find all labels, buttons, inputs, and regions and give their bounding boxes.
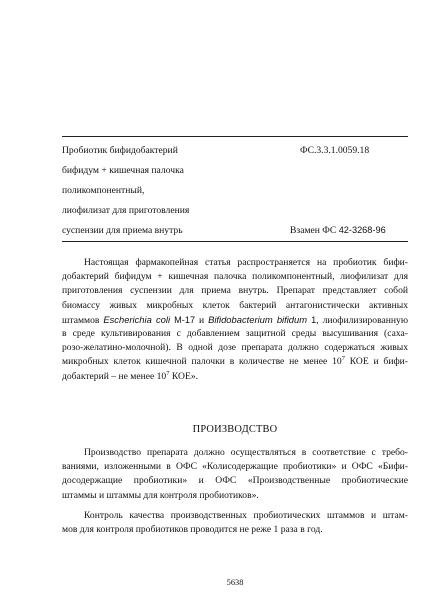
production-paragraph-2 (62, 509, 408, 537)
intro-line-4: биомассу живых микробных клеток бактерий антагонистически активных (62, 299, 408, 311)
replaces-number: 42-3268-96 (338, 225, 386, 235)
intro-line-8-b: КОЕ и бифи- (344, 356, 408, 368)
production-p1-line-2: ваниями, изложенными в ОФС «Колисодержащие пробиотики» и ОФС «Бифи- (62, 461, 408, 473)
title-line-1: Пробиотик бифидобактерий (62, 145, 178, 156)
strain-m17: M-17 (170, 314, 196, 325)
intro-paragraph (62, 256, 408, 384)
production-p1-line-3: досодержащие пробиотики» и ОФС «Производственные пробиотические (62, 475, 408, 487)
production-p2-line-2: мов для контроля пробиотиков проводится не реже 1 раза в год. (62, 524, 323, 536)
replaces-prefix: Взамен ФС (290, 225, 339, 236)
intro-line-9 (62, 370, 408, 384)
production-p2-line-1: Контроль качества производственных пробиотических штаммов и штам- (84, 510, 408, 521)
intro-line-5-b: и (195, 314, 209, 326)
intro-line-5 (62, 313, 408, 327)
intro-line-7: розо-желатино-молочной). В одной дозе препарата должно содержаться живых (62, 342, 408, 354)
header-top-rule (62, 136, 408, 137)
title-line-2: бифидум + кишечная палочка (62, 165, 184, 176)
intro-line-8 (62, 355, 408, 369)
page-number: 5638 (226, 578, 244, 587)
intro-line-3: приготовления суспензии для приема внутрь. Препарат представляет собой (62, 285, 408, 297)
intro-line-9-b: КОЕ». (169, 370, 199, 382)
title-line-3: поликомпонентный, (62, 185, 145, 196)
intro-line-8-a: микробных клеток кишечной палочки в количестве не менее 10 (62, 356, 342, 368)
exponent-bifido: 7 (166, 369, 170, 377)
intro-line-1: Настоящая фармакопейная статья распространяется на пробиотик бифи- (84, 257, 408, 268)
header-bottom-rule (62, 241, 408, 242)
replaces-reference (290, 224, 386, 237)
title-line-5: суспензии для приема внутрь (62, 225, 183, 236)
exponent-ecoli: 7 (341, 355, 345, 363)
production-paragraph-1 (62, 446, 408, 503)
intro-line-5-a: штаммов (62, 314, 104, 326)
species-escherichia: Escherichia coli (103, 313, 171, 325)
intro-line-9-a: добактерий – не менее 10 (62, 370, 167, 382)
section-heading-production: ПРОИЗВОДСТВО (192, 424, 278, 435)
title-line-4: лиофилизат для приготовления (62, 205, 190, 216)
intro-line-5-c: , лиофилизированную (316, 314, 408, 326)
monograph-code: ФС.3.3.1.0059.18 (300, 145, 370, 156)
production-p1-line-1: Производство препарата должно осуществляться в соответствие с требо- (84, 447, 408, 458)
intro-line-2: добактерий бифидум + кишечная палочка поликомпонентный, лиофилизат для (62, 271, 408, 283)
species-bifidobacterium: Bifidobacterium bifidum (208, 313, 308, 325)
production-p1-line-4: штаммы и штаммы для контроля пробиотиков». (62, 489, 259, 501)
strain-1: 1 (307, 314, 317, 325)
intro-line-6: в среде культивирования с добавлением защитной среды высушивания (саха- (62, 327, 408, 339)
